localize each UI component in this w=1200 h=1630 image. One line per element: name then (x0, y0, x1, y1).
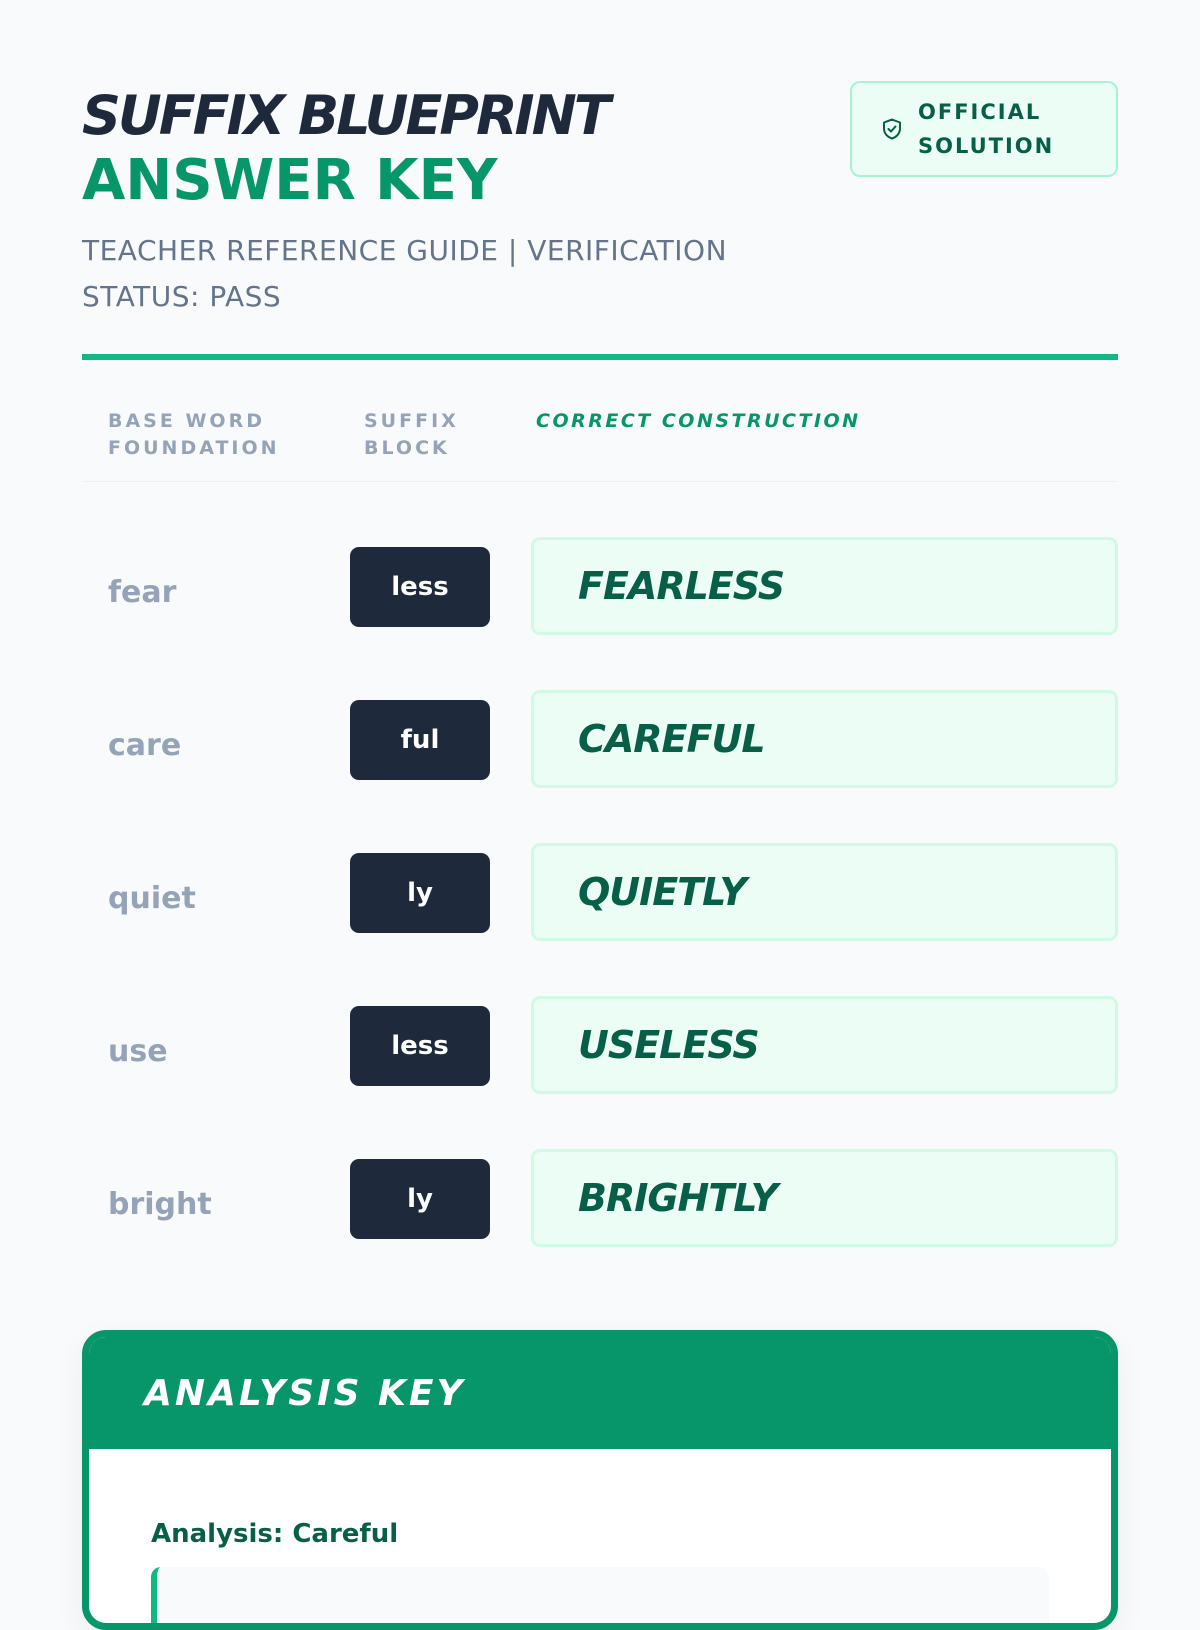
analysis-key-body (89, 1449, 1111, 1630)
base-word: fear (108, 575, 177, 610)
base-word: quiet (108, 881, 196, 916)
page-title: SUFFIX BLUEPRINT (82, 84, 608, 147)
base-word: care (108, 728, 182, 763)
analysis-subtitle: Analysis: Careful (151, 1519, 399, 1549)
badge-line-2: SOLUTION (918, 134, 1055, 158)
answer-row (82, 537, 1118, 690)
official-solution-badge (850, 81, 1118, 177)
correct-construction: USELESS (531, 996, 1118, 1094)
column-headers (82, 360, 1118, 482)
base-word: bright (108, 1187, 212, 1222)
badge-label (918, 95, 1054, 163)
suffix-block: ly (350, 853, 490, 933)
page-header (82, 0, 1118, 353)
correct-construction: FEARLESS (531, 537, 1118, 635)
reference-subtitle: TEACHER REFERENCE GUIDE | VERIFICATION STATUS: PASS (82, 234, 728, 313)
suffix-block: less (350, 1006, 490, 1086)
page-subtitle-title: ANSWER KEY (82, 148, 498, 213)
column-header-base: BASE WORD FOUNDATION (108, 410, 280, 459)
badge-line-1: OFFICIAL (918, 100, 1042, 124)
suffix-block: ful (350, 700, 490, 780)
correct-construction: QUIETLY (531, 843, 1118, 941)
column-header-result: CORRECT CONSTRUCTION (536, 410, 861, 432)
correct-construction: BRIGHTLY (531, 1149, 1118, 1247)
answer-rows (82, 537, 1118, 1302)
shield-check-icon (882, 118, 902, 140)
correct-construction: CAREFUL (531, 690, 1118, 788)
analysis-key-title: ANALYSIS KEY (144, 1372, 466, 1414)
answer-row (82, 996, 1118, 1149)
analysis-key-header (89, 1337, 1111, 1449)
answer-row (82, 690, 1118, 843)
answer-row (82, 843, 1118, 996)
column-header-suffix: SUFFIX BLOCK (364, 410, 459, 459)
analysis-key-card (82, 1330, 1118, 1630)
suffix-block: less (350, 547, 490, 627)
suffix-block: ly (350, 1159, 490, 1239)
answer-row (82, 1149, 1118, 1302)
analysis-quote (151, 1567, 1049, 1630)
base-word: use (108, 1034, 168, 1069)
